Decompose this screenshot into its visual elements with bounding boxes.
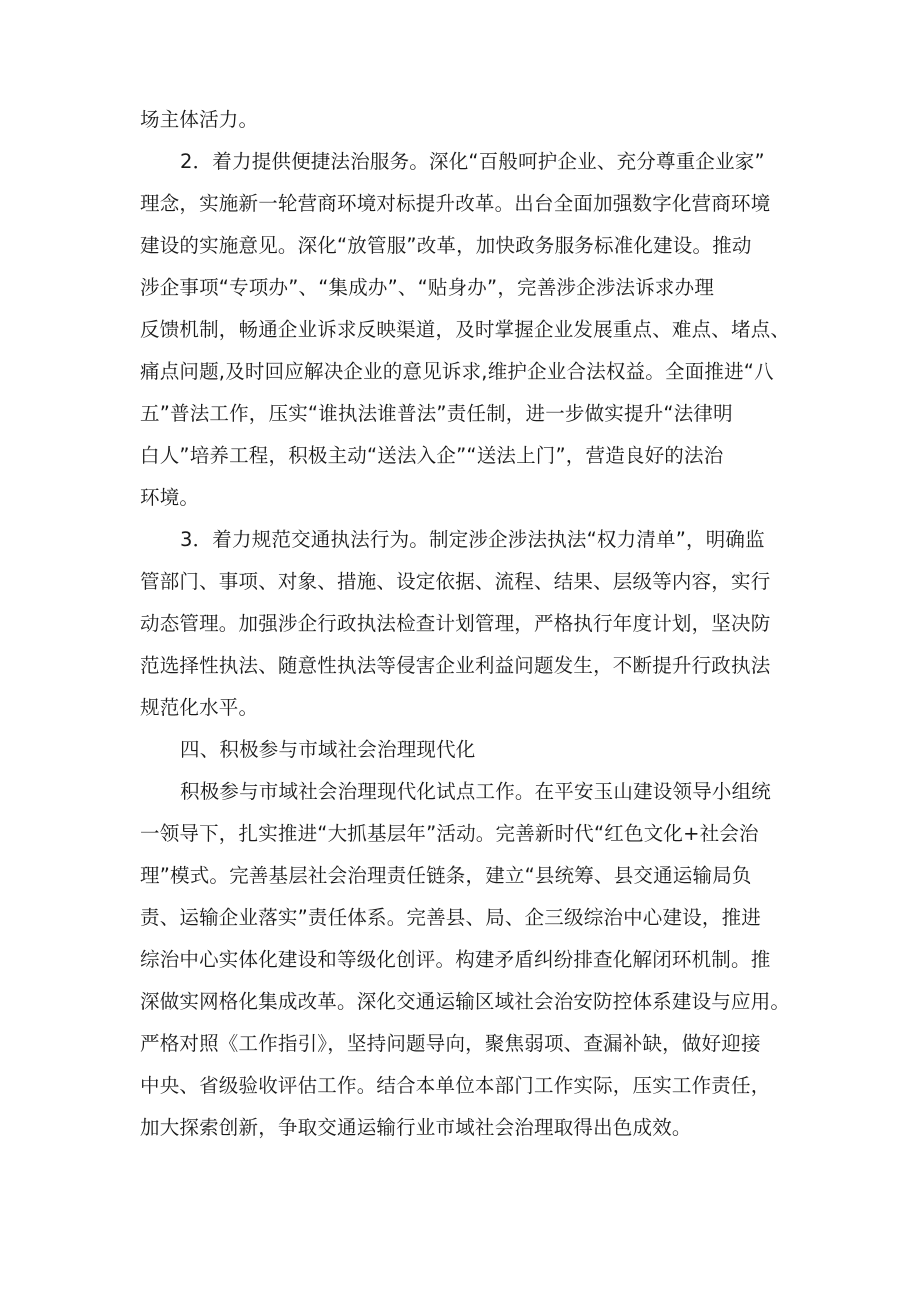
text-line: 涉企事项“专项办”、“集成办”、“贴身办”，完善涉企涉法诉求办理: [140, 276, 715, 299]
text-line: 综治中心实体化建设和等级化创评。构建矛盾纠纷排查化解闭环机制。推: [140, 948, 771, 971]
text-line: 深做实网格化集成改革。深化交通运输区域社会治安防控体系建设与应用。: [140, 990, 791, 1013]
text-line: 3．着力规范交通执法行为。制定涉企涉法执法“权力清单”，明确监: [180, 528, 765, 551]
text-line: 理念，实施新一轮营商环境对标提升改革。出台全面加强数字化营商环境: [140, 192, 771, 215]
text-line: 积极参与市域社会治理现代化试点工作。在平安玉山建设领导小组统: [180, 780, 772, 803]
text-line: 规范化水平。: [140, 696, 259, 719]
text-line: 场主体活力。: [140, 108, 259, 131]
text-line: 加大探索创新，争取交通运输行业市域社会治理取得出色成效。: [140, 1116, 692, 1139]
text-line: 动态管理。加强涉企行政执法检查计划管理，严格执行年度计划，坚决防: [140, 612, 771, 635]
text-line: 五”普法工作，压实“谁执法谁普法”责任制，进一步做实提升“法律明: [140, 402, 733, 425]
text-line: 范选择性执法、随意性执法等侵害企业利益问题发生，不断提升行政执法: [140, 654, 771, 677]
text-line: 白人”培养工程，积极主动“送法入企”“送法上门”，营造良好的法治: [140, 444, 724, 467]
text-line: 2．着力提供便捷法治服务。深化“百般呵护企业、充分尊重企业家”: [180, 150, 765, 173]
section-heading: 四、积极参与市域社会治理现代化: [180, 738, 476, 761]
text-line: 环境。: [140, 486, 200, 509]
text-line: 建设的实施意见。深化“放管服”改革，加快政务服务标准化建设。推动: [140, 234, 752, 257]
text-line: 反馈机制，畅通企业诉求反映渠道，及时掌握企业发展重点、难点、堵点、: [140, 318, 791, 341]
text-line: 严格对照《工作指引》，坚持问题导向，聚焦弱项、查漏补缺，做好迎接: [140, 1032, 761, 1055]
text-line: 一领导下，扎实推进“大抓基层年”活动。完善新时代“红色文化+社会治: [140, 822, 759, 845]
text-line: 中央、省级验收评估工作。结合本单位本部门工作实际，压实工作责任，: [140, 1074, 771, 1097]
text-line: 责、运输企业落实”责任体系。完善县、局、企三级综治中心建设，推进: [140, 906, 762, 929]
text-line: 管部门、事项、对象、措施、设定依据、流程、结果、层级等内容，实行: [140, 570, 771, 593]
text-line: 理”模式。完善基层社会治理责任链条，建立“县统筹、县交通运输局负: [140, 864, 752, 887]
text-line: 痛点问题,及时回应解决企业的意见诉求,维护企业合法权益。全面推进“八: [140, 360, 774, 383]
